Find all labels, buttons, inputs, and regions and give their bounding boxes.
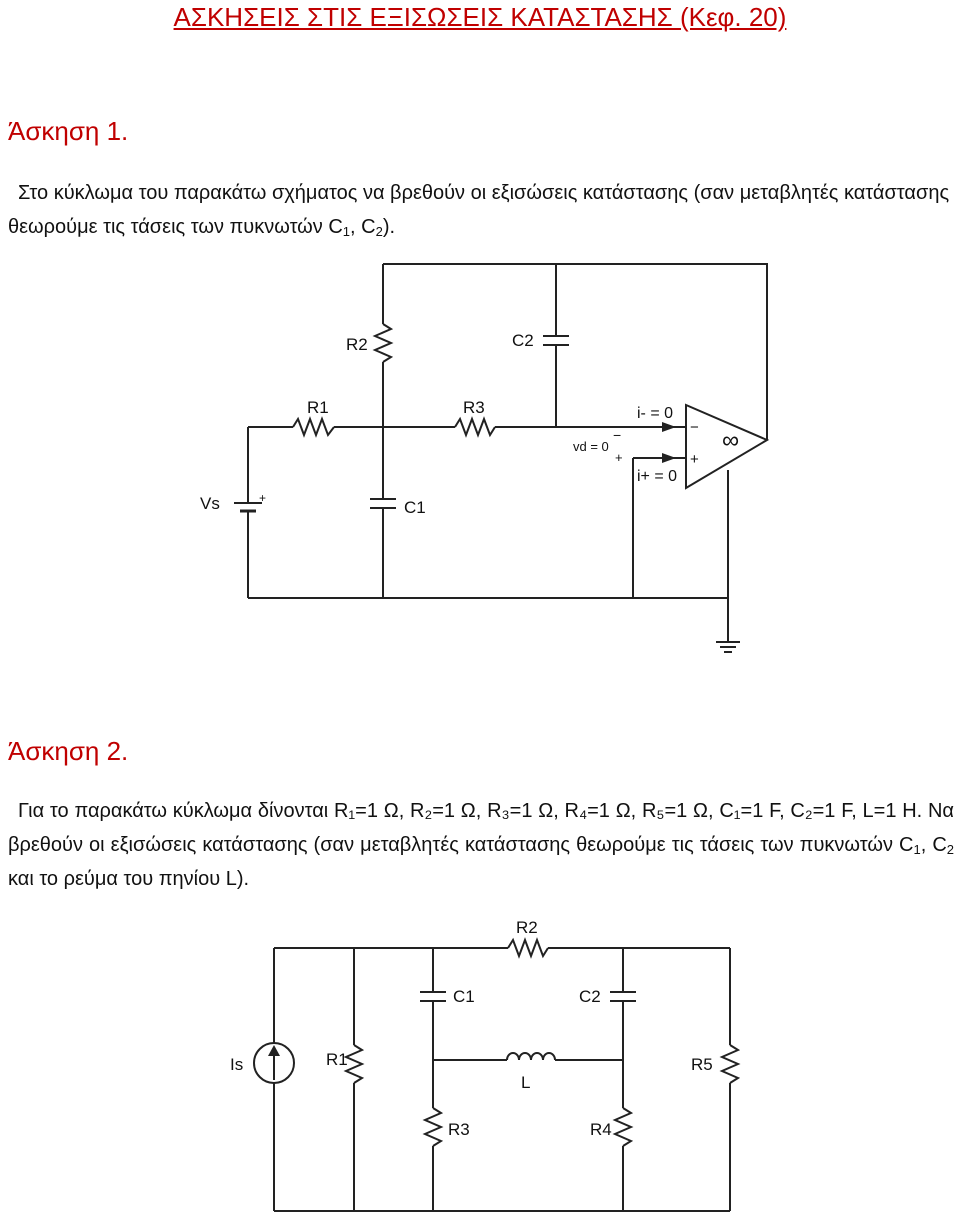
- label-c1: C1: [453, 987, 475, 1006]
- label-r3: R3: [448, 1120, 470, 1139]
- resistor-r4: [615, 1108, 631, 1146]
- label-opamp-minus: −: [690, 419, 699, 436]
- resistor-r3: [455, 419, 495, 435]
- label-opamp-plus: +: [690, 451, 699, 468]
- label-r3: R3: [463, 398, 485, 417]
- label-r2: R2: [516, 918, 538, 937]
- label-i-plus: i+ = 0: [637, 468, 678, 485]
- label-c2: C2: [579, 987, 601, 1006]
- label-vs: Vs: [200, 494, 220, 513]
- label-r1: R1: [307, 398, 329, 417]
- label-vd: vd = 0: [573, 439, 609, 454]
- resistor-r2: [508, 940, 548, 956]
- label-c1: C1: [404, 498, 426, 517]
- exercise-2-text: Για το παρακάτω κύκλωμα δίνονται R₁=1 Ω, R₂=1 Ω, R₃=1 Ω, R₄=1 Ω, R₅=1 Ω, C₁=1 F, C₂=1 F, L=1 H. Να βρεθούν οι εξισώσεις κατάστασης (σαν μεταβλητές κατάστασης θεωρούμε τις τάσεις των πυκνωτών $C_1$, $C_2$ και το ρεύμα του πηνίου L).: [8, 800, 955, 890]
- resistor-r1: [346, 1045, 362, 1083]
- current-source-is: [254, 1043, 294, 1083]
- page-title: ΑΣΚΗΣΕΙΣ ΣΤΙΣ ΕΞΙΣΩΣΕΙΣ ΚΑΤΑΣΤΑΣΗΣ (Κεφ. 20): [173, 2, 787, 32]
- label-vd-minus: −: [613, 427, 622, 443]
- resistor-r3: [425, 1108, 441, 1146]
- label-r1: R1: [326, 1050, 348, 1069]
- ground-symbol: [716, 642, 740, 652]
- inductor-l: [507, 1053, 555, 1060]
- resistor-r2: [375, 324, 391, 362]
- label-r2: R2: [346, 335, 368, 354]
- label-l: L: [521, 1073, 531, 1092]
- circuit-diagram-1: [0, 250, 960, 670]
- label-vd-plus: +: [615, 450, 623, 465]
- exercise-1-heading: Άσκηση 1.: [8, 116, 129, 146]
- label-i-minus: i- = 0: [637, 405, 674, 422]
- exercise-1-text: Στο κύκλωμα του παρακάτω σχήματος να βρεθούν οι εξισώσεις κατάστασης (σαν μεταβλητές κατάστασης θεωρούμε τις τάσεις των πυκνωτών $C_1$, $C_2$).: [8, 182, 950, 239]
- circuit-diagram-2: [0, 910, 960, 1215]
- label-is: Is: [230, 1055, 244, 1074]
- resistor-r5: [722, 1045, 738, 1083]
- label-r4: R4: [590, 1120, 612, 1139]
- resistor-r1: [293, 419, 334, 435]
- label-vs-plus: +: [259, 491, 267, 505]
- exercise-2-heading: Άσκηση 2.: [8, 736, 129, 766]
- label-infinity: ∞: [722, 427, 740, 454]
- label-c2: C2: [512, 331, 534, 350]
- label-r5: R5: [691, 1055, 713, 1074]
